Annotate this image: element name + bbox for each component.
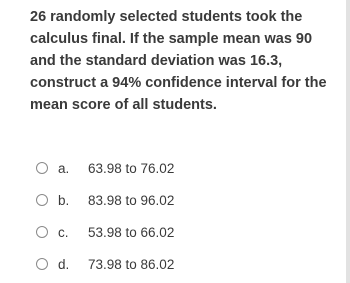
scrollbar-track[interactable] (346, 0, 350, 283)
question-line: 26 randomly selected students took the (30, 9, 303, 25)
question-line: construct a 94% confidence interval for the (30, 75, 327, 91)
option-letter: d. (58, 256, 70, 272)
question-line: calculus final. If the sample mean was 90 (30, 31, 313, 47)
radio-button-icon[interactable] (36, 258, 48, 270)
option-label: 73.98 to 86.02 (88, 256, 175, 272)
radio-button-icon[interactable] (36, 162, 48, 174)
question-text (30, 6, 330, 116)
option-letter: b. (58, 192, 70, 208)
question-line: and the standard deviation was 16.3, (30, 53, 283, 69)
radio-button-icon[interactable] (36, 194, 48, 206)
option-c[interactable] (36, 216, 326, 248)
option-d[interactable] (36, 248, 326, 280)
option-letter: c. (58, 224, 69, 240)
answer-options (36, 152, 326, 280)
option-letter: a. (58, 160, 70, 176)
option-b[interactable] (36, 184, 326, 216)
radio-button-icon[interactable] (36, 226, 48, 238)
option-label: 63.98 to 76.02 (88, 160, 175, 176)
option-label: 53.98 to 66.02 (88, 224, 175, 240)
option-a[interactable] (36, 152, 326, 184)
option-label: 83.98 to 96.02 (88, 192, 175, 208)
question-line: mean score of all students. (30, 97, 217, 113)
